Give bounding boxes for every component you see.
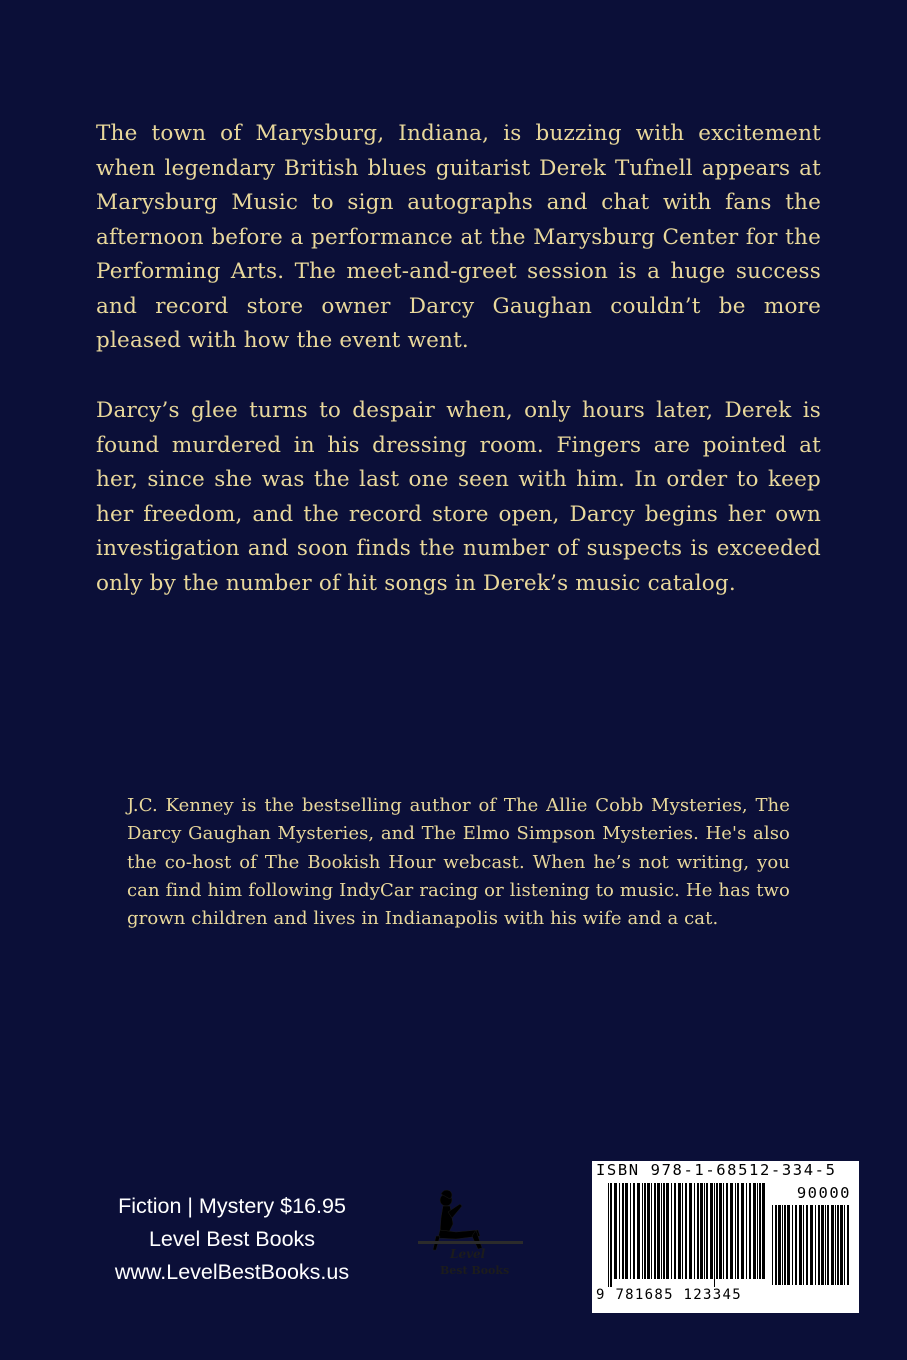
barcode-bar — [775, 1205, 777, 1285]
barcode-bar — [689, 1183, 692, 1279]
barcode-bar — [614, 1183, 617, 1279]
barcode-bar — [844, 1205, 845, 1285]
isbn-label: ISBN 978-1-68512-334-5 — [596, 1161, 837, 1179]
author-bio: J.C. Kenney is the bestselling author of The Allie Cobb Mysteries, The Darcy Gaughan Mysteries, and The Elmo Simpson Mysteries. He's also the co-host of The Bookish Hour webcast. When he’s not writing, you can find him following IndyCar racing or listening to music. He has two grown children and lives in Indianapolis with his wife and a cat. — [127, 795, 790, 930]
barcode-bar — [835, 1205, 836, 1285]
barcode-bar — [831, 1205, 834, 1285]
publisher-name: Level Best Books — [148, 1227, 316, 1251]
blurb-paragraph-2: Darcy’s glee turns to despair when, only hours later, Derek is found murdered in his dressing room. Fingers are pointed at her, since she was the last one seen with him. In order to keep her freedom, and the record store open, Darcy begins her own investigation and soon finds the number of suspects is exceeded only by the number of hit songs in Derek’s music catalog. — [96, 398, 821, 596]
barcode-bar — [625, 1183, 628, 1279]
barcode-bar — [647, 1183, 650, 1279]
barcode-bar — [792, 1205, 793, 1285]
barcode-bar — [674, 1183, 676, 1279]
barcode-bar — [723, 1183, 724, 1279]
logo-text-line2: Best Books — [440, 1264, 510, 1277]
barcode-bar — [737, 1183, 739, 1279]
barcode-bar — [787, 1205, 790, 1285]
publisher-info — [92, 1190, 372, 1289]
barcode-bar — [803, 1205, 804, 1285]
barcode-bar — [772, 1205, 773, 1285]
barcode-bar — [678, 1183, 681, 1279]
barcode-bar — [757, 1183, 758, 1279]
barcode-bar — [706, 1183, 708, 1279]
barcode-bar — [663, 1183, 665, 1279]
barcode-bar — [619, 1183, 620, 1279]
barcode-bar — [697, 1183, 699, 1279]
publisher-website: www.LevelBestBooks.us — [114, 1260, 350, 1284]
barcode-bar — [685, 1183, 687, 1279]
logo-text-line1: Level — [450, 1247, 486, 1261]
barcode-bar — [630, 1183, 631, 1279]
barcode-bar — [694, 1183, 695, 1279]
ean-digits: 9 781685 123345 — [596, 1287, 742, 1303]
barcode-bar — [716, 1183, 718, 1279]
barcode-bar — [825, 1205, 826, 1285]
barcode-bar — [637, 1183, 640, 1279]
barcode-bar — [840, 1205, 843, 1285]
barcode-bar — [719, 1183, 722, 1279]
barcode-bar — [799, 1205, 802, 1285]
barcode-bar — [657, 1183, 660, 1279]
barcode-bar — [714, 1183, 715, 1287]
barcode-bar — [741, 1183, 744, 1279]
barcode-bar — [622, 1183, 624, 1279]
barcode-bar — [661, 1183, 662, 1279]
level-best-books-logo-icon — [400, 1186, 535, 1286]
barcode-bar — [610, 1183, 612, 1287]
barcode-bar — [749, 1183, 751, 1279]
barcode-bar — [837, 1205, 839, 1285]
barcode-bar — [810, 1205, 813, 1285]
barcode-bar — [818, 1205, 820, 1285]
barcode-bar — [710, 1183, 713, 1279]
barcode-bar — [654, 1183, 656, 1279]
barcode-bar — [782, 1205, 783, 1285]
barcode-bar — [651, 1183, 652, 1279]
barcode-bar — [730, 1183, 733, 1279]
ean-barcode-bars — [608, 1183, 768, 1287]
barcode-bar — [700, 1183, 703, 1279]
barcode-bar — [642, 1183, 643, 1279]
addon-barcode-bars — [772, 1205, 852, 1287]
barcode-bar — [644, 1183, 646, 1279]
isbn-barcode — [592, 1161, 859, 1313]
genre-price: Fiction | Mystery $16.95 — [118, 1194, 346, 1218]
price-code: 90000 — [796, 1184, 851, 1202]
barcode-bar — [608, 1183, 609, 1287]
barcode-bar — [633, 1183, 635, 1279]
blurb-paragraph-1: The town of Marysburg, Indiana, is buzzing with excitement when legendary British blues guitarist Derek Tufnell appears at Marysburg Music to sign autographs and chat with fans the afternoon before a performance at the Marysburg Center for the Performing Arts. The meet-and-greet session is a huge success and record store owner Darcy Gaughan couldn’t be more pleased with how the event went. — [96, 121, 821, 353]
barcode-bar — [704, 1183, 705, 1279]
barcode-bar — [671, 1183, 672, 1279]
barcode-bar — [735, 1183, 736, 1279]
barcode-bar — [784, 1205, 786, 1285]
barcode-bar — [778, 1205, 781, 1285]
barcode-bar — [762, 1183, 765, 1279]
barcode-bar — [682, 1183, 683, 1279]
barcode-bar — [806, 1205, 808, 1285]
barcode-bar — [726, 1183, 728, 1279]
barcode-bar — [753, 1183, 756, 1279]
barcode-bar — [666, 1183, 669, 1279]
barcode-bar — [746, 1183, 747, 1279]
barcode-bar — [821, 1205, 824, 1285]
barcode-bar — [827, 1205, 829, 1285]
barcode-bar — [847, 1205, 849, 1285]
barcode-bar — [815, 1205, 816, 1285]
barcode-bar — [759, 1183, 761, 1279]
barcode-bar — [795, 1205, 797, 1285]
